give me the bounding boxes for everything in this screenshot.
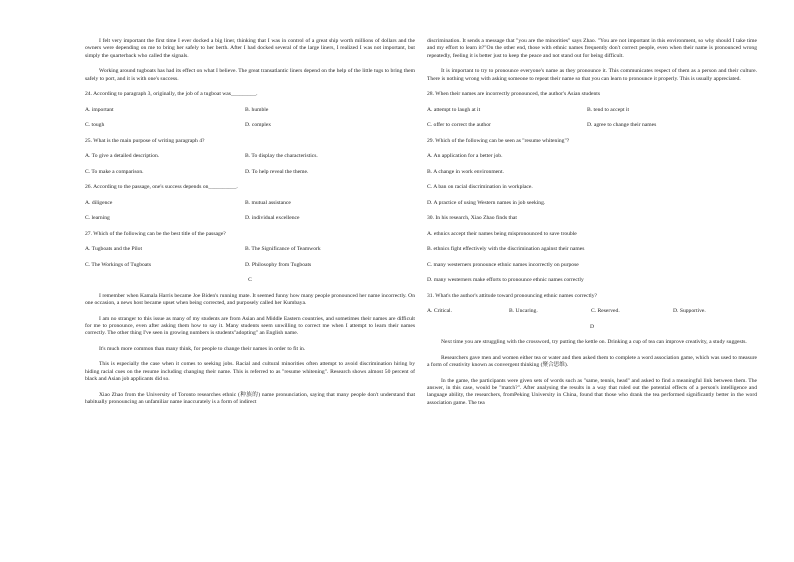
question-26: 26. According to the passage, one's success depends on__________. (85, 184, 238, 191)
question-28: 28. When their names are incorrectly pronounced, the author's Asian students (427, 91, 601, 98)
question-24-options (85, 122, 415, 129)
option-c: C. Reserved. (591, 308, 620, 315)
option-c: C. To make a comparison. (85, 168, 144, 175)
question-31-options (427, 308, 757, 315)
option-b: B. The Significance of Teamwork (245, 246, 321, 253)
question-25-options (85, 153, 415, 160)
question-26-options (85, 215, 415, 222)
option-c: C. tough (85, 122, 105, 129)
paragraph: It's much more common than many think, for people to change their names in order to fit in. (99, 345, 306, 352)
option-c: C. learning (85, 215, 110, 222)
question-28-options (427, 107, 757, 114)
paragraph: In the game, the participants were given sets of words such as "same, tennis, head" and asked to find a meaningful link between them. The answer, in this case, would be "match?". After analysing the results in a way that ruled out the potential effects of a person's intelligence and language ability, the researchers, fromPeking University in China, found that those who drank the tea performed significantly better in the word association game. The tea (427, 377, 757, 406)
question-24: 24. According to paragraph 3, originally, the job of a tugboat was_________. (85, 91, 258, 98)
option-b: B. ethnics fight effectively with the discrimination against their names (427, 246, 585, 253)
right-column (427, 38, 757, 415)
paragraph: Researchers gave men and women either tea or water and then asked them to complete a word association game, which was used to measure a form of creativity known as convergent thinking (聚合思维). (427, 354, 757, 369)
option-a: A. An application for a better job. (427, 153, 503, 160)
left-column (85, 38, 415, 415)
section-heading-c: C (248, 277, 252, 284)
option-c: C. A ban on racial discrimination in workplace. (427, 184, 533, 191)
option-a: A. ethnics accept their names being mispronounced to save trouble (427, 230, 577, 237)
option-d: D. agree to change their names (587, 122, 657, 129)
paragraph: This is especially the case when it comes to seeking jobs. Racial and cultural minorities often attempt to avoid discrimination hiring by hiding racial cues on the resume including changing their name. This is referred to as "resume whitening". Research shows almost 50 percent of black and Asian job applicants did so. (85, 361, 415, 383)
option-d: D. Philosophy from Tugboats (245, 261, 312, 268)
option-b: B. A change in work environment. (427, 168, 504, 175)
option-c: C. many westerners pronounce ethnic names incorrectly on purpose (427, 261, 579, 268)
option-c: C. offer to correct the author (427, 122, 491, 129)
option-d: D. A practice of using Western names in job seeking. (427, 199, 546, 206)
question-27: 27. Which of the following can be the best title of the passage? (85, 230, 226, 237)
question-27-options (85, 246, 415, 253)
option-a: A. diligence (85, 199, 113, 206)
question-25: 25. What is the main purpose of writing paragraph 4? (85, 137, 205, 144)
option-d: D. Supportive. (673, 308, 706, 315)
paragraph: I remember when Kamala Harris became Joe Biden's running mate. It seemed funny how many people pronounced her name incorrectly. On one occasion, a news host became upset when being corrected, and purposely called her Kumbaya. (85, 292, 415, 307)
option-a: A. important (85, 106, 114, 113)
option-b: B. mutual assistance (245, 199, 291, 206)
question-28-options (427, 122, 757, 129)
option-a: A. Critical. (427, 308, 453, 315)
option-b: B. Uncaring. (509, 308, 538, 315)
paragraph: I felt very important the first time I ever docked a big liner, thinking that I was in control of a great ship worth millions of dollars and the owners were depending on me to bring her safely to her berth. After I had docked several of the large liners, I realized I was not important, but simply the quarterback who called the signals. (85, 38, 415, 59)
option-a: A. To give a detailed description. (85, 153, 160, 160)
option-a: A. Tugboats and the Pilot (85, 246, 143, 253)
option-d: D. individual excellence (245, 215, 300, 222)
option-d: D. many westerners make efforts to pronounce ethnic names correctly (427, 277, 584, 284)
option-b: B. To display the characteristics. (245, 153, 318, 160)
option-b: B. tend to accept it (587, 106, 630, 113)
paragraph: Next time you are struggling with the crossword, try putting the kettle on. Drinking a cup of tea can improve creativity, a study suggests. (441, 339, 747, 346)
question-27-options (85, 262, 415, 269)
question-26-options (85, 200, 415, 207)
option-c: C. The Workings of Tugboats (85, 261, 152, 268)
option-a: A. attempt to laugh at it (427, 106, 481, 113)
question-25-options (85, 169, 415, 176)
paragraph: discrimination. It sends a message that "you are the minorities" says Zhao. "You are not important in this environment, so why should I take time and my effort to learn it?"On the other end, those with ethnic names frequently don't correct people, even when their name is pronounced wrong repeatedly, feeling it is better just to keep the peace and not stand out for being difficult. (427, 38, 757, 59)
paragraph: It is important to try to pronounce everyone's name as they pronounce it. This communicates respect of them as a person and their culture. There is nothing wrong with asking someone to repeat their name so that you can learn to pronounce it properly. This is usually appreciated. (427, 68, 757, 82)
section-heading-d: D (589, 323, 595, 330)
option-d: D. To help reveal the theme. (245, 168, 309, 175)
option-d: D. complex (245, 122, 272, 129)
question-31: 31. What's the author's attitude toward pronouncing ethnic names correctly? (427, 292, 597, 299)
question-30: 30. In his research, Xiao Zhao finds that (427, 215, 517, 222)
question-29: 29. Which of the following can be seen as "resume whitening"? (427, 137, 570, 144)
paragraph: I am no stranger to this issue as many of my students are from Asian and Middle Eastern countries, and sometimes their names are difficult for me to pronounce, even after asking them how to say it. Many students seem unwilling to correct me when I attempt to learn their names correctly. The other thing I've seen in growing numbers is students"adopting" an English name. (85, 315, 415, 337)
question-24-options (85, 107, 415, 114)
paragraph: Xiao Zhao from the University of Toronto researches ethnic (种族的) name pronunciation, saying that many people don't understand that habitually pronouncing an unfamiliar name inaccurately is a form of indirect (85, 391, 415, 406)
option-b: B. humble (245, 106, 269, 113)
paragraph: Working around tugboats has had its effect on what I believe. The great transatlantic liners depend on the help of the little tugs to bring them safely to port, and it is with one's success. (85, 68, 415, 82)
